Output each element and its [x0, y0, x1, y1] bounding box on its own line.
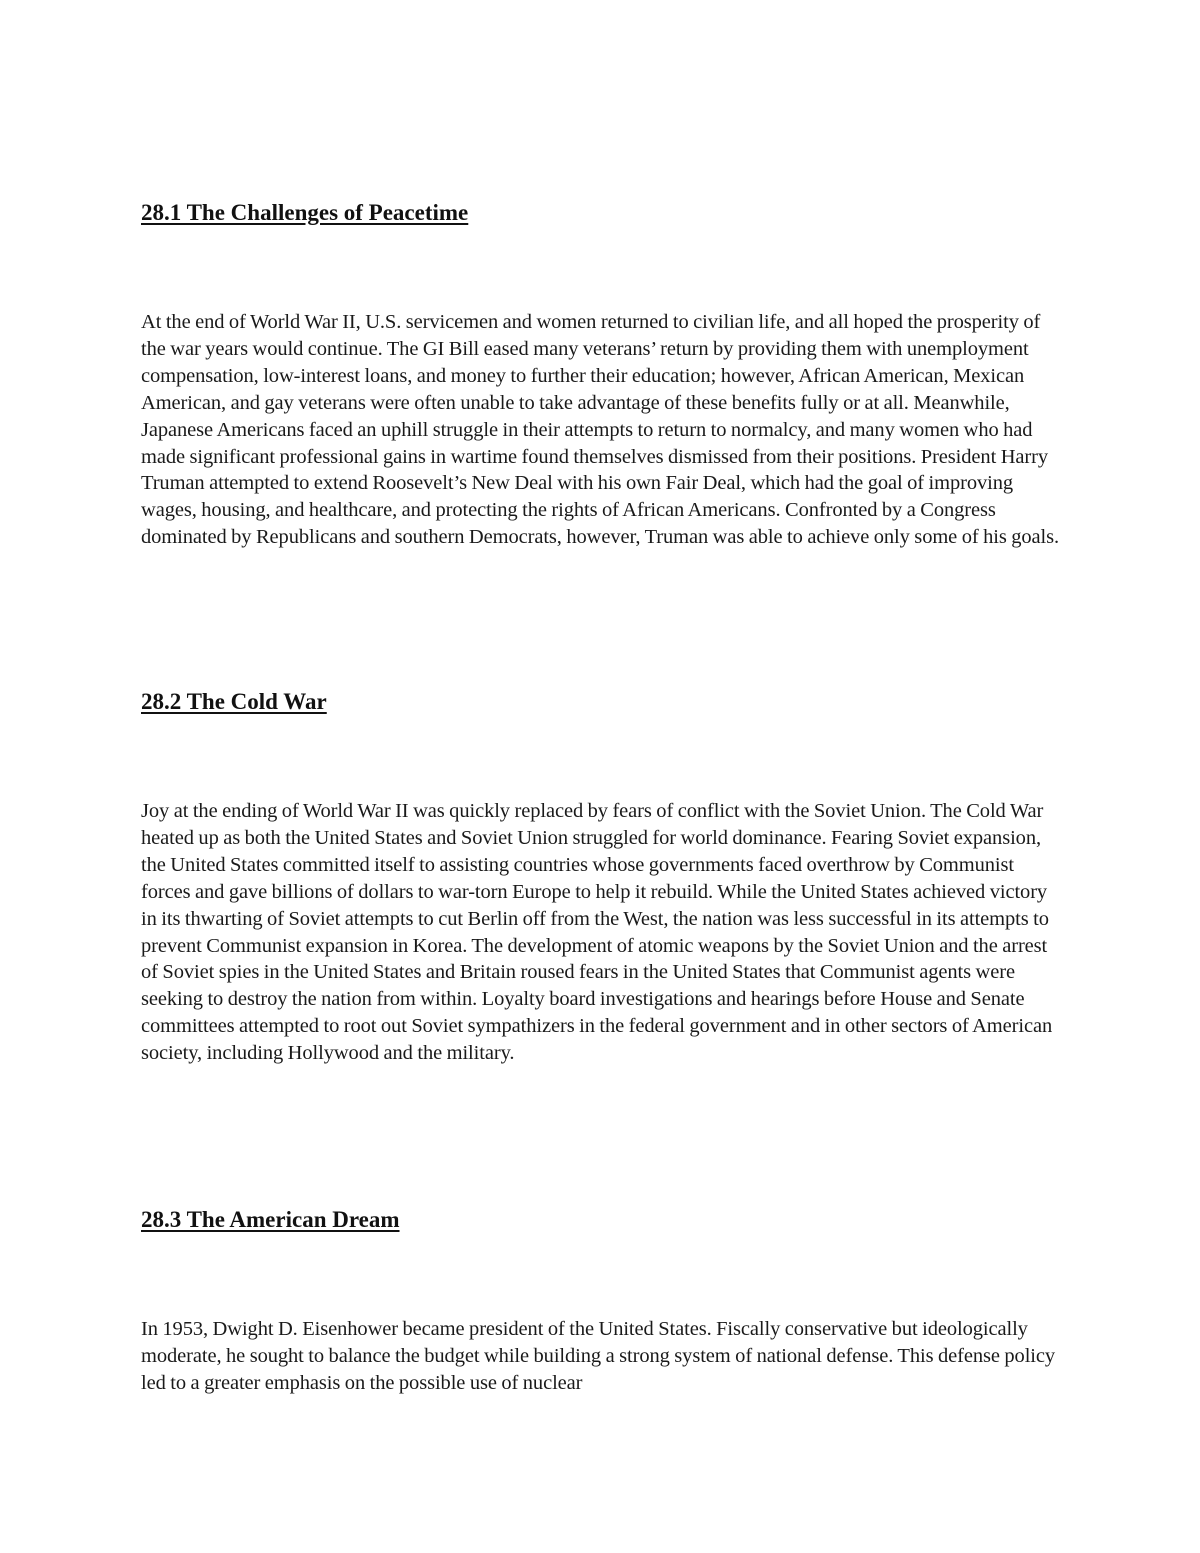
section-28-3 [141, 1206, 1066, 1397]
section-heading: 28.1 The Challenges of Peacetime [141, 200, 469, 225]
section-heading: 28.3 The American Dream [141, 1207, 400, 1232]
section-heading: 28.2 The Cold War [141, 689, 327, 714]
section-paragraph: At the end of World War II, U.S. servicemen and women returned to civilian life, and all hoped the prosperity of the war years would continue. The GI Bill eased many veterans’ return by providing them with unemployment compensation, low-interest loans, and money to further their education; however, African American, Mexican American, and gay veterans were often unable to take advantage of these benefits fully or at all. Meanwhile, Japanese Americans faced an uphill struggle in their attempts to return to normalcy, and many women who had made significant professional gains in wartime found themselves dismissed from their positions. President Harry Truman attempted to extend Roosevelt’s New Deal with his own Fair Deal, which had the goal of improving wages, housing, and healthcare, and protecting the rights of African Americans. Confronted by a Congress dominated by Republicans and southern Democrats, however, Truman was able to achieve only some of his goals. [141, 311, 1060, 549]
section-paragraph: Joy at the ending of World War II was quickly replaced by fears of conflict with the Soviet Union. The Cold War heated up as both the United States and Soviet Union struggled for world dominance. Fearing Soviet expansion, the United States committed itself to assisting countries whose governments faced overthrow by Communist forces and gave billions of dollars to war-torn Europe to help it rebuild. While the United States achieved victory in its thwarting of Soviet attempts to cut Berlin off from the West, the nation was less successful in its attempts to prevent Communist expansion in Korea. The development of atomic weapons by the Soviet Union and the arrest of Soviet spies in the United States and Britain roused fears in the United States that Communist agents were seeking to destroy the nation from within. Loyalty board investigations and hearings before House and Senate committees attempted to root out Soviet sympathizers in the federal government and in other sectors of American society, including Hollywood and the military. [141, 800, 1053, 1065]
section-28-1 [141, 199, 1066, 551]
section-28-2 [141, 688, 1066, 1067]
section-paragraph: In 1953, Dwight D. Eisenhower became president of the United States. Fiscally conservative but ideologically moderate, he sought to balance the budget while building a strong system of national defense. This defense policy led to a greater emphasis on the possible use of nuclear [141, 1318, 1056, 1394]
